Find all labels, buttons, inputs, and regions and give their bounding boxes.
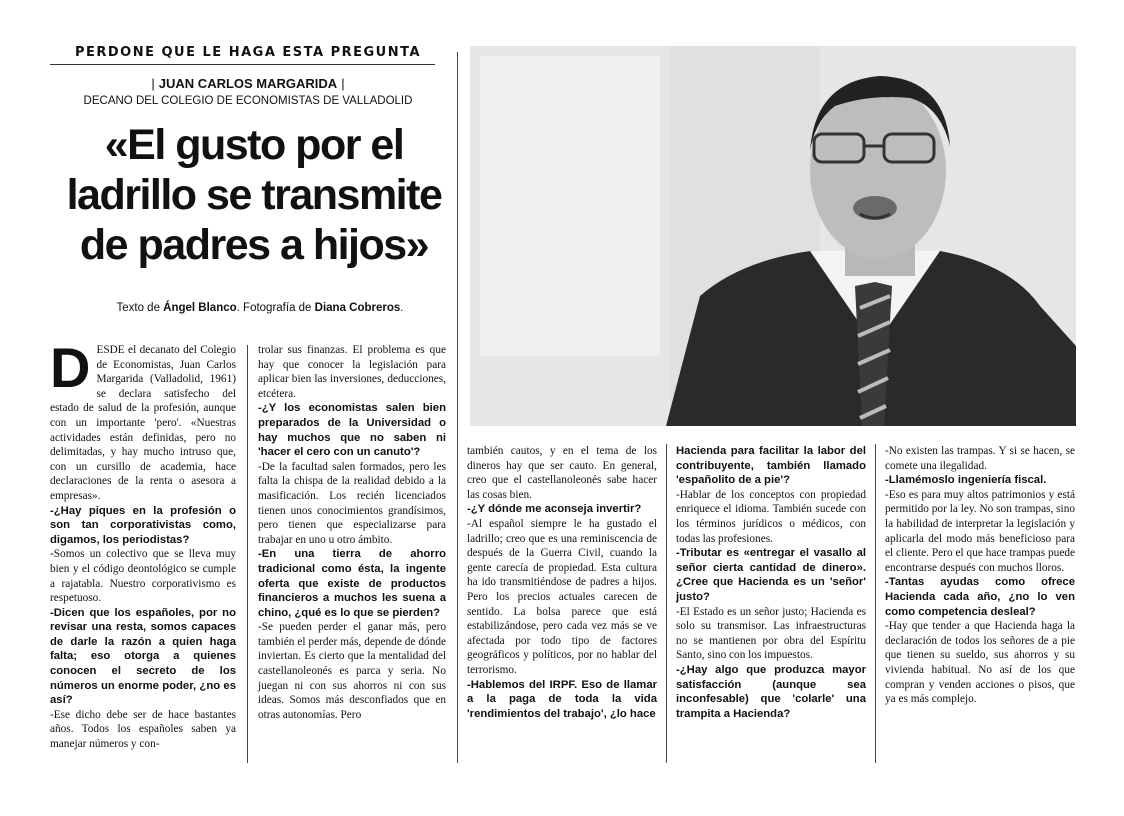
question: -¿Y los economistas salen bien preparados de la Universidad o hay muchos que no saben ni 'hacer el cero con un canuto'? <box>258 402 446 459</box>
answer: -Eso es para muy altos patrimonios y está permitido por la ley. No son trampas, sino la habilidad de interpretar la legislación y aplicarla del modo más beneficioso para el cliente. Pero el que hace trampas puede encontrarse después con muchos lloros. <box>885 488 1075 574</box>
question: -En una tierra de ahorro tradicional como ésta, la ingente oferta que existe de productos financieros a muchos les suena a chino, ¿qué es lo que se pierden? <box>258 548 446 619</box>
question: -¿Y dónde me aconseja invertir? <box>467 503 642 516</box>
answer: -No existen las trampas. Y si se hacen, se comete una ilegalidad. <box>885 445 1075 472</box>
article-column-1 <box>50 336 236 752</box>
headline-line-1: «El gusto por el <box>104 121 404 169</box>
answer: -Hablar de los conceptos con propiedad enriquece el idioma. También sucede con los términos jurídicos o médicos, con todas las profesiones. <box>676 488 866 545</box>
drop-cap: D <box>50 336 91 399</box>
article-column-2 <box>258 343 446 722</box>
headline-line-2: ladrillo se transmite <box>66 171 442 219</box>
answer: -Hay que tender a que Hacienda haga la declaración de todos los señores de a pie que tienen su sueldo, sus ahorros y su vivienda habitual. No así de los que compran y venden acciones o pisos, que ya es más complejo. <box>885 620 1075 706</box>
answer: -Al español siempre le ha gustado el ladrillo; creo que es una reminiscencia de después de la Guerra Civil, cuando la gente carecía de propiedad. Esta cultura ha ido transmitiéndose de padres a hijos. Pero los precios actuales carecen de sentido. La bolsa parece que está estabilizándose, pero cada vez más se ve afectada por todo tipo de factores geográficos y políticos, por no hablar del terrorismo. <box>467 517 657 676</box>
answer: trolar sus finanzas. El problema es que hay que conocer la legislación para aplicar bien las inversiones, deducciones, etcétera. <box>258 344 446 400</box>
column-divider <box>247 345 248 763</box>
question: -¿Hay algo que produzca mayor satisfacción (aunque sea inconfesable) que 'colarle' una trampita a Hacienda? <box>676 663 866 720</box>
interviewee-name-text: JUAN CARLOS MARGARIDA <box>158 76 338 91</box>
portrait-illustration <box>470 46 1076 426</box>
question: -¿Hay piques en la profesión o son tan corporativistas como, digamos, los periodistas? <box>50 504 236 546</box>
portrait-photo <box>470 46 1076 426</box>
author-name: Ángel Blanco <box>163 302 237 314</box>
column-divider <box>875 444 876 763</box>
question: Hacienda para facilitar la labor del contribuyente, también llamado 'españolito de a pie'? <box>676 445 866 487</box>
answer: -Somos un colectivo que se lleva muy bien y el código deontológico se cumple a rajatabla. Nuestro corporativismo es respetuoso. <box>50 548 236 605</box>
question: -Tributar es «entregar el vasallo al señor cierta cantidad de dinero». ¿Cree que Hacienda es un 'señor' justo? <box>676 547 866 603</box>
answer: -Se pueden perder el ganar más, pero también el perder más, depende de dónde inviertan. Es cierto que la mentalidad del castellanoleonés es parca y seria. No juegan ni con sus ahorros ni con sus ideas. Somos más desconfiados que en otras autonomías. Pero <box>258 621 446 721</box>
answer: también cautos, y en el tema de los dineros hay que ser cauto. En general, creo que el castellanoleonés sabe hacer las cosas bien. <box>467 445 657 501</box>
intro-paragraph: ESDE el decanato del Colegio de Economistas, Juan Carlos Margarida (Valladolid, 1961) se declara satisfecho del estado de salud de la profesión, aunque con un importante 'pero'. «Nuestras actividades están definidas, pero no delimitadas, y hay mucho intruso que, con un cursillo de academia, hace declaraciones de la renta o asesora a empresas». <box>50 344 236 502</box>
question: -Dicen que los españoles, por no revisar una resta, somos capaces de darle la razón a quien haga falta; eso otorga a quienes conocen el secreto de los números un enorme poder, ¿no es así? <box>50 606 236 707</box>
kicker-divider <box>50 64 435 65</box>
interviewee-role: DECANO DEL COLEGIO DE ECONOMISTAS DE VALLADOLID <box>83 95 413 107</box>
column-divider <box>457 52 458 763</box>
question: -Hablemos del IRPF. Eso de llamar a la paga de toda la vida 'rendimientos del trabajo', ¿lo hace <box>467 678 657 720</box>
answer: -Ese dicho debe ser de hace bastantes años. Todos los españoles saben ya manejar números y con- <box>50 708 236 751</box>
article-column-4 <box>676 444 866 721</box>
answer: -De la facultad salen formados, pero les falta la chispa de la realidad debido a la masificación. Los recién licenciados tienen unos conocimientos grandísimos, pero tienen que especializarse para trabajar en uno u otro ámbito. <box>258 460 446 546</box>
question: -Llamémoslo ingeniería fiscal. <box>885 474 1047 487</box>
headline-line-3: de padres a hijos» <box>79 221 429 269</box>
answer: -El Estado es un señor justo; Hacienda es solo su transmisor. Las infraestructuras no se mantienen por obra del Espíritu Santo, sino con los impuestos. <box>676 605 866 662</box>
article-column-3 <box>467 444 657 721</box>
name-bar-right: | <box>341 76 345 91</box>
interviewee-name <box>50 76 446 91</box>
photographer-name: Diana Cobreros <box>314 302 401 314</box>
section-kicker: PERDONE QUE LE HAGA ESTA PREGUNTA <box>74 45 422 60</box>
question: -Tantas ayudas como ofrece Hacienda cada año, ¿no lo ven como competencia desleal? <box>885 576 1075 618</box>
article-column-5 <box>885 444 1075 707</box>
column-divider <box>666 444 667 763</box>
name-bar-left: | <box>151 76 155 91</box>
byline: Texto de Ángel Blanco. Fotografía de Diana Cobreros. <box>116 302 404 314</box>
headline <box>44 120 464 270</box>
